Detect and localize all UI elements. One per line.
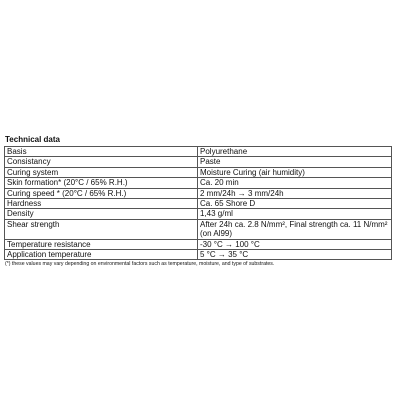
footnote: (*) these values may vary depending on environmental factors such as temperature, moisture, and type of substrates.: [5, 261, 275, 268]
row-value: Ca. 20 min: [198, 178, 392, 188]
technical-data-section: [4, 135, 396, 268]
row-value: 2 mm/24h → 3 mm/24h: [198, 188, 392, 198]
row-label: Skin formation* (20°C / 65% R.H.): [5, 178, 198, 188]
row-value: Ca. 65 Shore D: [198, 199, 392, 209]
row-value: 5 °C → 35 °C: [198, 250, 392, 260]
row-value: 1,43 g/ml: [198, 209, 392, 219]
row-value: Paste: [198, 157, 392, 167]
table-row-skin-formation: [5, 178, 392, 188]
row-label: Curing speed * (20°C / 65% R.H.): [5, 188, 198, 198]
section-title: Technical data: [5, 135, 60, 144]
row-label: Application temperature: [5, 250, 198, 260]
technical-data-table: [4, 146, 392, 260]
table-row-curing-speed: [5, 188, 392, 198]
row-label: Temperature resistance: [5, 239, 198, 249]
row-value: After 24h ca. 2.8 N/mm², Final strength ca. 11 N/mm² (on Al99): [198, 219, 392, 239]
row-label: Shear strength: [5, 219, 198, 239]
row-value: -30 °C → 100 °C: [198, 239, 392, 249]
table-row-temperature-resistance: [5, 239, 392, 249]
table-row-curing-system: [5, 167, 392, 177]
table-row-basis: [5, 147, 392, 157]
table-row-application-temperature: [5, 250, 392, 260]
table-row-hardness: [5, 199, 392, 209]
row-label: Hardness: [5, 199, 198, 209]
row-value: Polyurethane: [198, 147, 392, 157]
row-label: Consistancy: [5, 157, 198, 167]
row-label: Curing system: [5, 167, 198, 177]
table-row-shear-strength: [5, 219, 392, 239]
row-label: Basis: [5, 147, 198, 157]
table-row-consistancy: [5, 157, 392, 167]
row-label: Density: [5, 209, 198, 219]
row-value: Moisture Curing (air humidity): [198, 167, 392, 177]
table-row-density: [5, 209, 392, 219]
